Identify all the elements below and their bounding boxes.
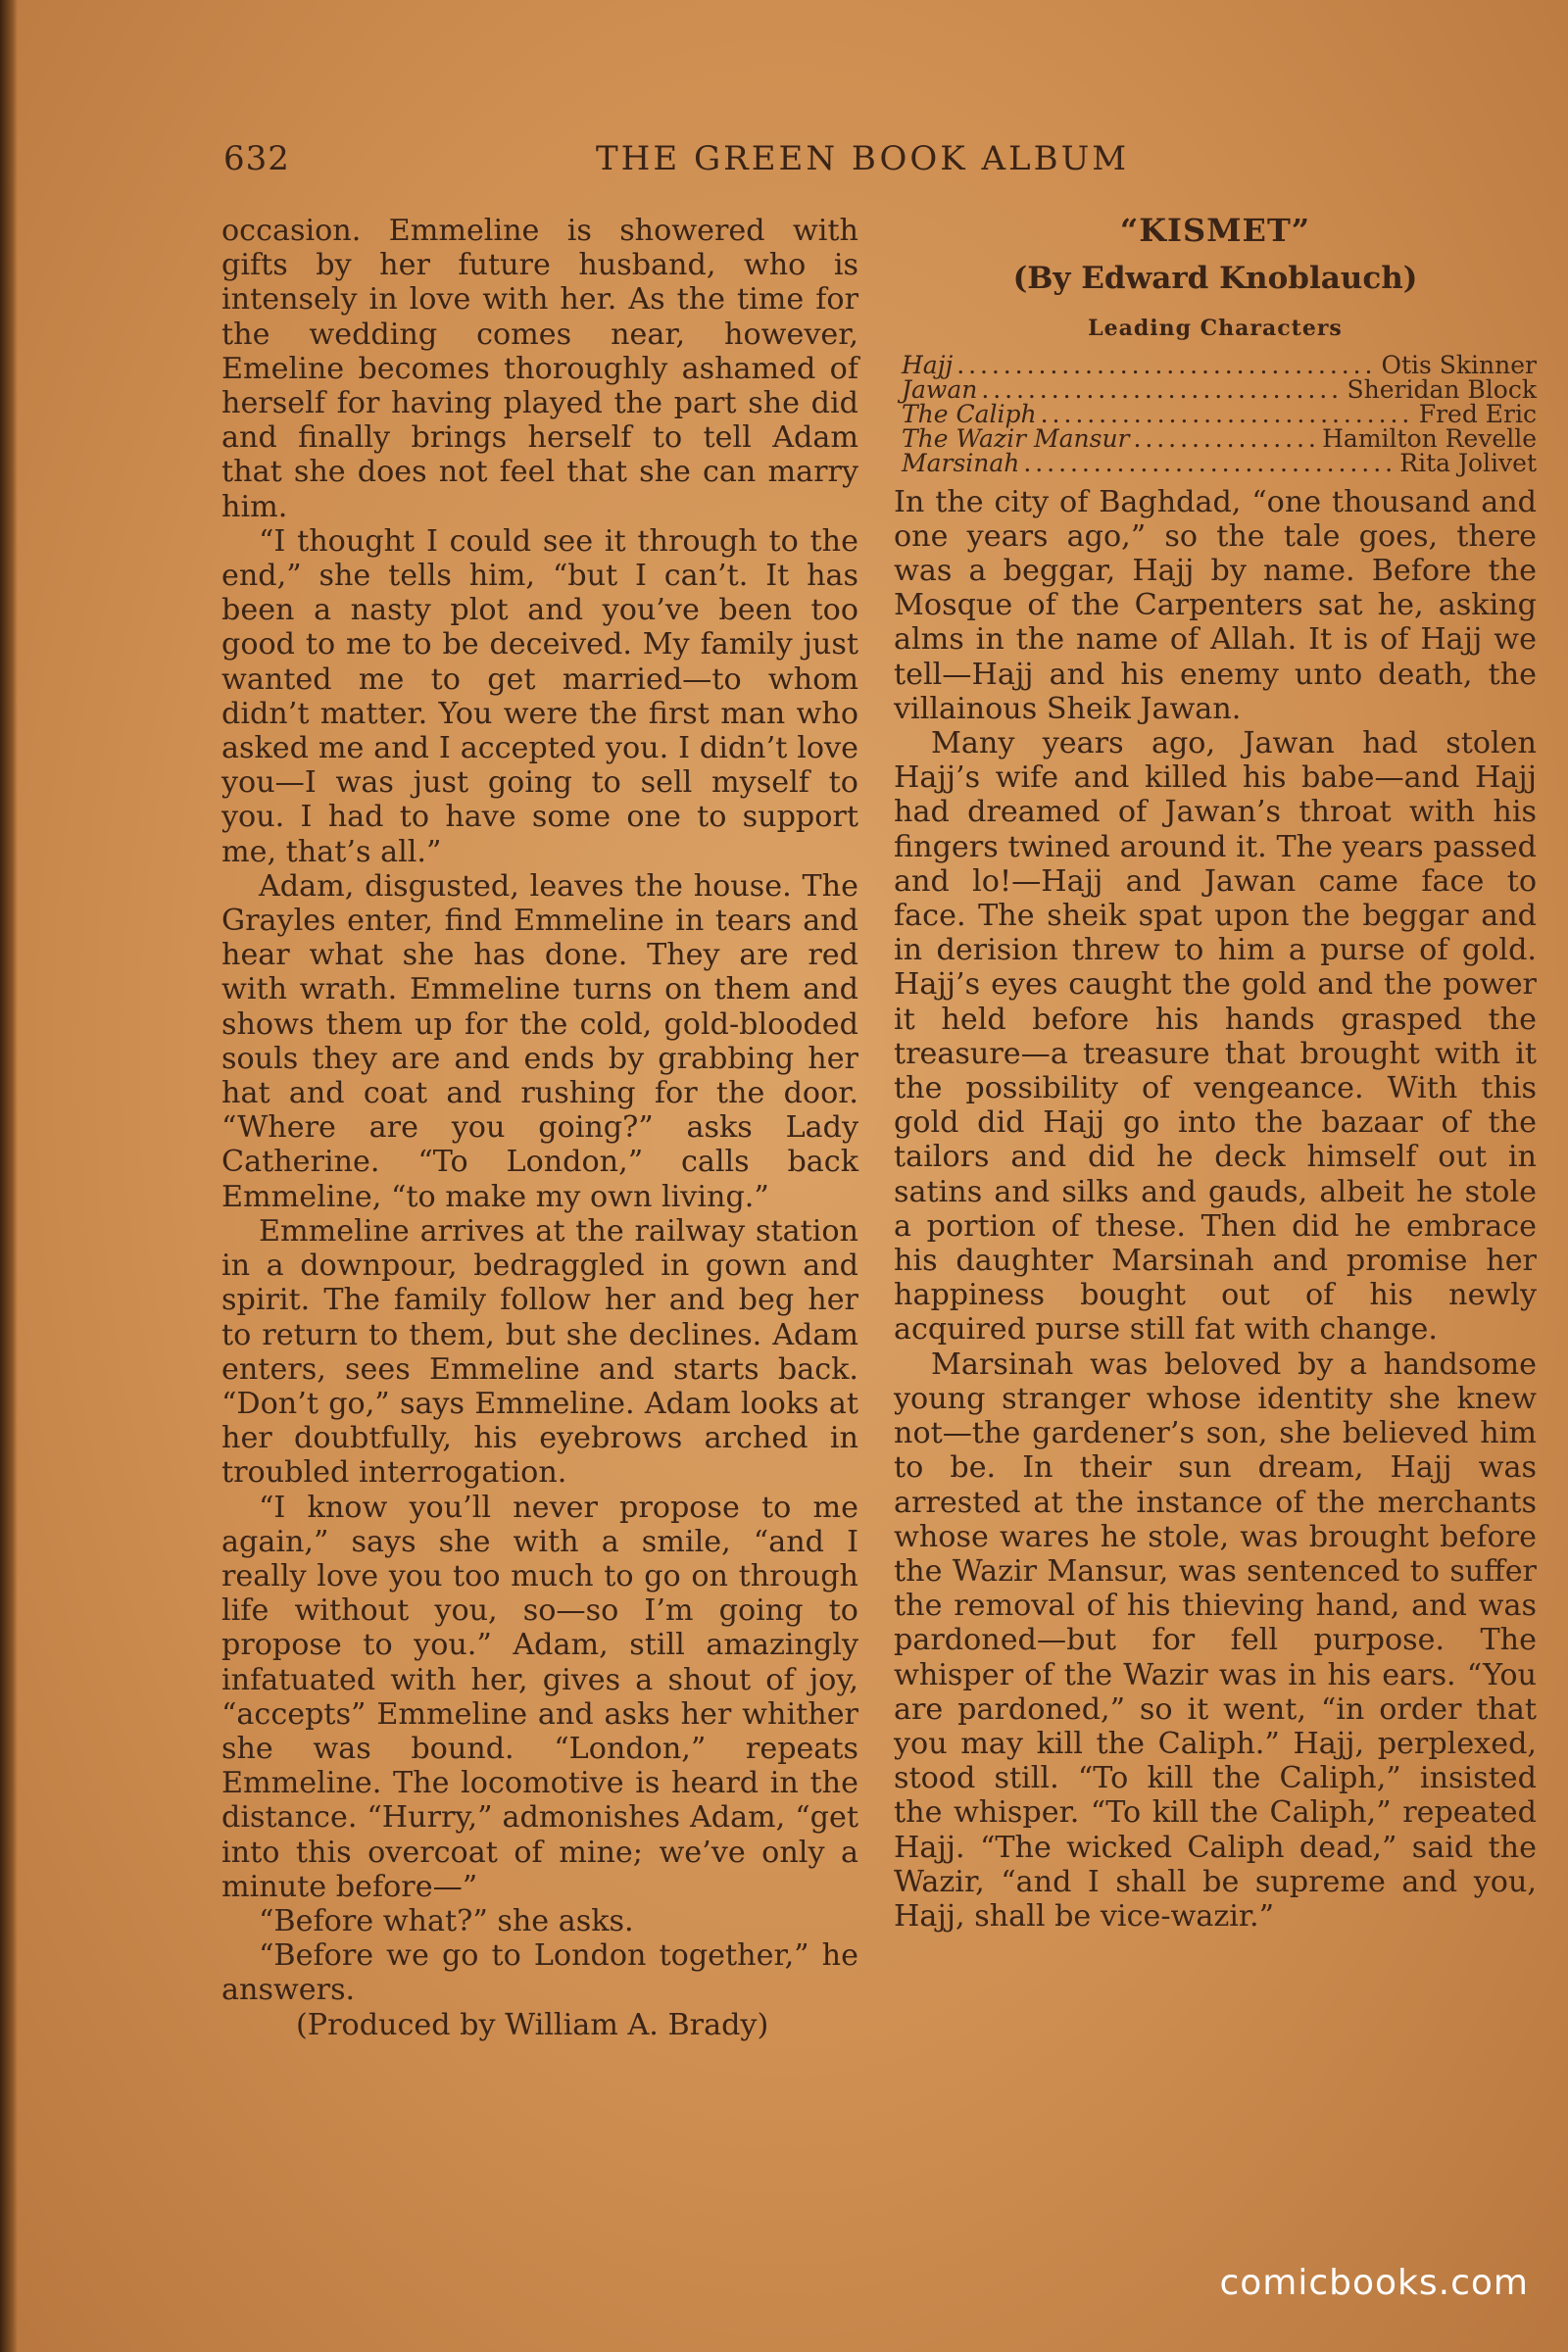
paragraph: occasion. Emmeline is showered with gifts by her future husband, who is intensely in love with her. As the time for the wedding comes near, however, Emeline becomes thoroughly ashamed of herself for having played the part she did and finally brings herself to tell Adam that she does not feel that she can marry him. (221, 214, 858, 524)
page-binding-edge (0, 0, 18, 2352)
cast-actor: Rita Jolivet (1399, 448, 1537, 477)
paragraph: Many years ago, Jawan had stolen Hajj’s wife and killed his babe—and Hajj had dreamed of Jawan’s throat with his fingers twined around it. The years passed and lo!—Hajj and Jawan came face to face. The sheik spat upon the beggar and in derision threw to him a purse of gold. Hajj’s eyes caught the gold and the power it held before his hands grasped the treasure—a treasure that brought with it the possibility of vengeance. With this gold did Hajj go into the bazaar of the tailors and did he deck himself out in satins and silks and gauds, albeit he stole a portion of these. Then did he embrace his daughter Marsinah and promise her happiness bought out of his newly acquired purse still fat with change. (894, 726, 1537, 1348)
cast-row (902, 448, 1537, 477)
paragraph: “Before what?” she asks. (259, 1903, 634, 1938)
paragraph: In the city of Baghdad, “one thousand and one years ago,” so the tale goes, there was a beggar, Hajj by name. Before the Mosque of the Carpenters sat he, asking alms in the name of Allah. It is of Hajj we tell—Hajj and his enemy unto death, the villainous Sheik Jawan. (894, 484, 1537, 726)
cast-row (902, 350, 1537, 379)
play-title: “KISMET” (1119, 212, 1311, 249)
cast-heading: Leading Characters (1088, 316, 1343, 342)
cast-row (902, 399, 1537, 428)
right-column (894, 214, 1537, 1934)
watermark: comicbooks.com (1219, 2263, 1529, 2303)
dot-leader (981, 377, 1343, 402)
cast-actor: Sheridan Block (1347, 374, 1537, 404)
cast-role: The Wazir Mansur (902, 423, 1130, 453)
cast-role: Hajj (902, 350, 954, 379)
cast-row (902, 374, 1537, 404)
paragraph: “Before we go to London together,” he answers. (221, 1938, 858, 2008)
cast-actor: Otis Skinner (1381, 350, 1537, 379)
cast-actor: Hamilton Revelle (1322, 423, 1537, 453)
cast-row (902, 423, 1537, 453)
dot-leader (1041, 402, 1415, 426)
left-column (221, 214, 858, 2042)
paragraph: “I thought I could see it through to the end,” she tells him, “but I can’t. It has been a nasty plot and you’ve been too good to me to be deceived. My family just wanted me to get married—to whom didn’t matter. You were the first man who asked me and I accepted you. I didn’t love you—I was just going to sell myself to you. I had to have some one to support me, that’s all.” (221, 523, 858, 869)
cast-role: The Caliph (902, 399, 1037, 428)
cast-role: Marsinah (902, 448, 1020, 477)
page-number: 632 (223, 139, 290, 178)
dot-leader (1134, 426, 1319, 451)
paragraph: “I know you’ll never propose to me again,” says she with a smile, “and I really love you too much to go on through life without you, so—so I’m going to propose to you.” Adam, still amazingly infatuated with her, gives a shout of joy, “accepts” Emmeline and asks her whither she was bound. “London,” repeats Emmeline. The locomotive is heard in the distance. “Hurry,” admonishes Adam, “get into this overcoat of mine; we’ve only a minute before—” (221, 1490, 858, 1904)
production-credit: (Produced by William A. Brady) (296, 2007, 769, 2042)
cast-role: Jawan (902, 374, 978, 404)
cast-actor: Fred Eric (1418, 399, 1537, 428)
paragraph: Emmeline arrives at the railway station in a downpour, bedraggled in gown and spirit. The family follow her and beg her to return to them, but she declines. Adam enters, sees Emmeline and starts back. “Don’t go,” says Emmeline. Adam looks at her doubtfully, his eyebrows arched in troubled interrogation. (221, 1213, 858, 1491)
paragraph: Marsinah was beloved by a handsome young stranger whose identity she knew not—the gardener’s son, she believed him to be. In their sun dream, Hajj was arrested at the instance of the merchants whose wares he stole, was brought before the Wazir Mansur, was sentenced to suffer the removal of his thieving hand, and was pardoned—but for fell purpose. The whisper of the Wazir was in his ears. “You are pardoned,” so it went, “in order that you may kill the Caliph.” Hajj, perplexed, stood still. “To kill the Caliph,” insisted the whisper. “To kill the Caliph,” repeated Hajj. “The wicked Caliph dead,” said the Wazir, “and I shall be supreme and you, Hajj, shall be vice-wazir.” (894, 1347, 1537, 1934)
dot-leader (956, 353, 1377, 377)
paragraph: Adam, disgusted, leaves the house. The Grayles enter, find Emmeline in tears and hear what she has done. They are red with wrath. Emmeline turns on them and shows them up for the cold, gold-blooded souls they are and ends by grabbing her hat and coat and rushing for the door. “Where are you going?” asks Lady Catherine. “To London,” calls back Emmeline, “to make my own living.” (221, 868, 858, 1214)
running-title: THE GREEN BOOK ALBUM (596, 139, 1130, 178)
dot-leader (1023, 451, 1396, 475)
page-header (223, 139, 1537, 188)
play-author: (By Edward Knoblauch) (1012, 261, 1418, 297)
cast-list (902, 350, 1537, 477)
